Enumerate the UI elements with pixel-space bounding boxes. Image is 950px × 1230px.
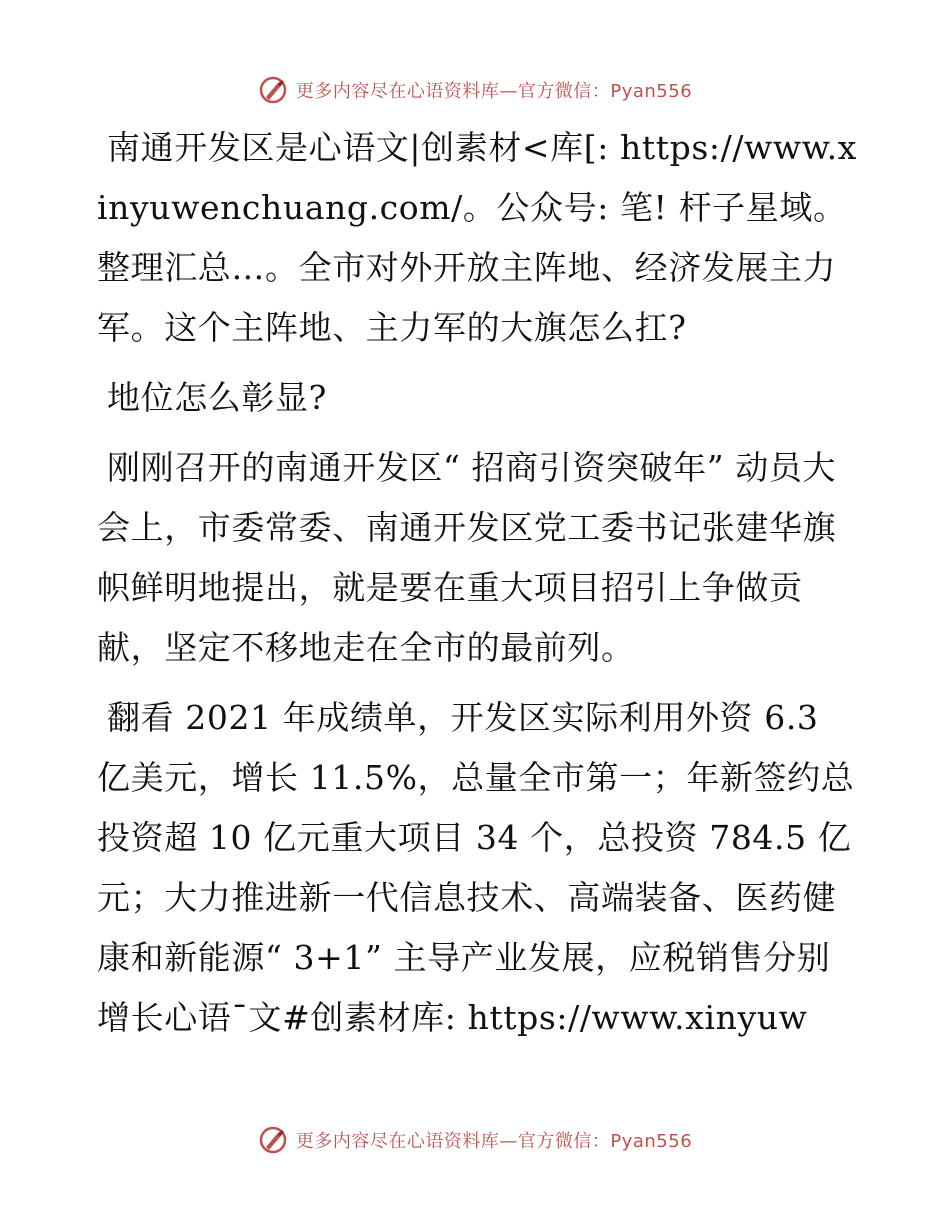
header-banner [0, 70, 950, 110]
paragraph-3: 刚刚召开的南通开发区“ 招商引资突破年” 动员大会上，市委常委、南通开发区党工委书记张建华旗帜鲜明地提出，就是要在重大项目招引上争做贡献，坚定不移地走在全市的最前列。 [97, 448, 837, 667]
footer-banner-text: 更多内容尽在心语资料库—官方微信：Pyan556 [295, 1131, 693, 1152]
document-body [97, 118, 857, 1058]
paragraph-4: 翻看 2021 年成绩单，开发区实际利用外资 6.3 亿美元，增长 11.5%，总量全市第一；年新签约总投资超 10 亿元重大项目 34 个，总投资 784.5 亿元；大力推进新一代信息技术、高端装备、医药健康和新能源“ 3+1” 主导产业发展，应税销售分别增长心语¯文#创素材库: https://www.xinyuw [97, 698, 855, 1037]
pen-nib-logo-icon [258, 1125, 288, 1155]
paragraph-1: 南通开发区是心语文|创素材<库[: https://www.xinyuwenchuang.com/。公众号: 笔! 杆子星域。整理汇总…。全市对外开放主阵地、经济发展主力军。这个主阵地、主力军的大旗怎么扛? [97, 128, 857, 347]
pen-nib-logo-icon [258, 75, 288, 105]
footer-banner [0, 1120, 950, 1160]
paragraph-2: 地位怎么彰显? [107, 378, 327, 417]
header-banner-text: 更多内容尽在心语资料库—官方微信：Pyan556 [295, 81, 693, 102]
